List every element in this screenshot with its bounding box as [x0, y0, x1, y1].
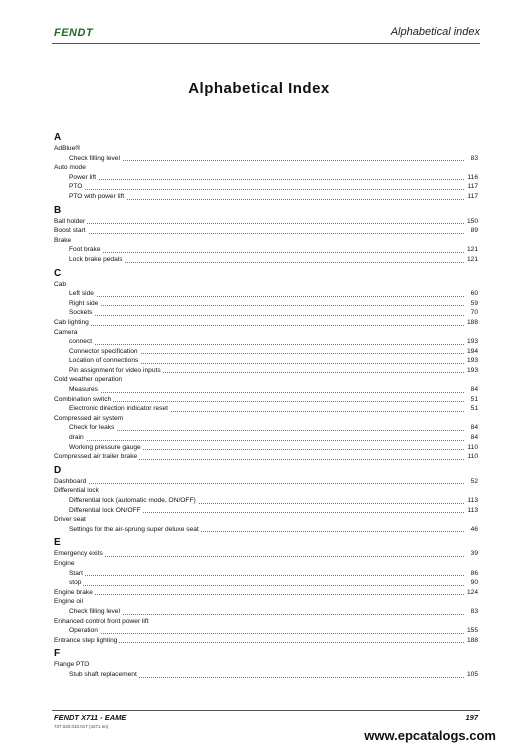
entry-page-number: 51: [470, 395, 478, 403]
section-letter: B: [54, 204, 62, 216]
entry-label: Cab: [54, 280, 67, 288]
entry-page-number: 121: [466, 255, 478, 263]
entry-label: Working pressure gauge: [69, 443, 141, 451]
index-entry[interactable]: [54, 588, 478, 598]
entry-page-number: 150: [466, 217, 478, 225]
entry-label: Camera: [54, 328, 78, 336]
entry-label: Stub shaft replacement: [69, 670, 137, 678]
dot-leader: [69, 440, 464, 441]
entry-page-number: 188: [466, 318, 478, 326]
index-subentry[interactable]: [54, 173, 478, 183]
dot-leader: [54, 233, 464, 234]
index-subentry[interactable]: [54, 299, 478, 309]
entry-label: Electronic direction indicator reset: [69, 405, 168, 413]
index-subentry[interactable]: [54, 496, 478, 506]
dot-leader: [69, 430, 464, 431]
entry-label: PTO: [69, 183, 83, 191]
entry-page-number: 193: [466, 338, 478, 346]
index-entry: [54, 280, 478, 290]
entry-label: Start: [69, 569, 83, 577]
entry-label: Boost start: [54, 227, 86, 235]
index-subentry[interactable]: [54, 245, 478, 255]
entry-page-number: 193: [466, 357, 478, 365]
entry-page-number: 116: [467, 173, 478, 181]
entry-page-number: 194: [466, 347, 478, 355]
index-entry: [54, 163, 478, 173]
index-entry[interactable]: [54, 217, 478, 227]
index-subentry[interactable]: [54, 607, 478, 617]
entry-page-number: 110: [467, 443, 478, 451]
footer-model: FENDT X711 - EAME: [54, 713, 127, 722]
entry-page-number: 113: [467, 497, 478, 504]
entry-label: Settings for the air-sprung super deluxe seat: [69, 525, 199, 533]
index-subentry[interactable]: [54, 337, 478, 347]
entry-page-number: 110: [467, 453, 478, 461]
entry-label: Sockets: [69, 309, 93, 317]
entry-page-number: 83: [470, 607, 478, 615]
index-entry: [54, 559, 478, 569]
entry-label: Cold weather operation: [54, 376, 123, 384]
entry-page-number: 52: [470, 477, 478, 485]
index-subentry[interactable]: [54, 569, 478, 579]
entry-label: Check for leaks: [69, 424, 115, 432]
entry-label: Location of connections: [69, 357, 139, 365]
entry-page-number: 84: [470, 386, 478, 394]
entry-page-number: 59: [470, 299, 478, 307]
dot-leader: [69, 585, 464, 586]
dot-leader: [54, 401, 464, 402]
entry-page-number: 113: [467, 506, 478, 514]
dot-leader: [69, 252, 464, 253]
alphabetical-index: [54, 131, 478, 680]
entry-label: drain: [69, 434, 84, 442]
entry-label: Check filling level: [69, 607, 120, 615]
index-entry: [54, 597, 478, 607]
dot-leader: [54, 325, 464, 326]
entry-label: Auto mode: [54, 164, 86, 172]
dot-leader: [69, 296, 464, 297]
entry-page-number: 90: [470, 579, 478, 587]
entry-page-number: 121: [466, 246, 478, 254]
index-subentry[interactable]: [54, 578, 478, 588]
entry-label: Foot brake: [69, 246, 101, 254]
index-entry[interactable]: [54, 226, 478, 236]
entry-label: Lock brake pedals: [69, 255, 123, 263]
section-letter: C: [54, 267, 62, 279]
section-letter: F: [54, 648, 61, 660]
index-subentry[interactable]: [54, 506, 478, 516]
dot-leader: [69, 189, 464, 190]
entry-label: Power lift: [69, 173, 97, 181]
watermark-link[interactable]: www.epcatalogs.com: [364, 728, 496, 743]
entry-label: stop: [69, 579, 82, 587]
footer-divider: [52, 710, 480, 711]
index-entry[interactable]: [54, 395, 478, 405]
header-title: Alphabetical index: [390, 26, 480, 38]
entry-page-number: 83: [470, 154, 478, 162]
entry-label: PTO with power lift: [69, 192, 125, 200]
entry-page-number: 155: [466, 627, 478, 635]
index-entry: [54, 236, 478, 246]
section-letter: D: [54, 464, 62, 476]
entry-label: Brake: [54, 236, 72, 244]
index-subentry[interactable]: [54, 154, 478, 164]
entry-label: Operation: [69, 627, 98, 635]
index-entry: [54, 328, 478, 338]
entry-label: Entrance step lighting: [54, 636, 118, 644]
entry-page-number: 39: [470, 550, 478, 558]
entry-label: Right side: [69, 299, 99, 307]
entry-label: Left side: [69, 290, 94, 298]
index-subentry[interactable]: [54, 347, 478, 357]
entry-page-number: 89: [470, 227, 478, 235]
index-subentry[interactable]: [54, 404, 478, 414]
dot-leader: [69, 633, 464, 634]
entry-page-number: 124: [466, 588, 478, 596]
index-entry[interactable]: [54, 636, 478, 646]
entry-label: connect: [69, 338, 93, 346]
entry-label: Driver seat: [54, 516, 86, 524]
entry-label: Ball holder: [54, 217, 86, 225]
entry-label: Dashboard: [54, 477, 87, 485]
entry-label: Pin assignment for video inputs: [69, 366, 161, 374]
entry-page-number: 117: [467, 183, 478, 191]
entry-label: Engine: [54, 559, 75, 567]
entry-label: Compressed air trailer brake: [54, 453, 138, 461]
entry-page-number: 46: [470, 525, 478, 533]
entry-page-number: 105: [466, 670, 478, 678]
index-subentry[interactable]: [54, 255, 478, 265]
index-entry[interactable]: [54, 477, 478, 487]
entry-label: Check filling level: [69, 154, 120, 162]
index-subentry[interactable]: [54, 670, 478, 680]
footer-document-code: 737.020.010.017 (4271 en): [54, 724, 109, 729]
index-subentry[interactable]: [54, 192, 478, 202]
entry-page-number: 193: [466, 366, 478, 374]
page-number: 197: [465, 713, 478, 722]
entry-page-number: 188: [466, 636, 478, 644]
dot-leader: [69, 315, 464, 316]
entry-label: Engine brake: [54, 588, 93, 596]
index-subentry[interactable]: [54, 443, 478, 453]
index-entry[interactable]: [54, 452, 478, 462]
index-subentry[interactable]: [54, 385, 478, 395]
entry-page-number: 84: [470, 434, 478, 442]
dot-leader: [69, 575, 464, 576]
index-subentry[interactable]: [54, 356, 478, 366]
entry-label: Engine oil: [54, 598, 83, 606]
index-subentry[interactable]: [54, 626, 478, 636]
entry-label: Enhanced control front power lift: [54, 617, 149, 625]
index-entry: [54, 486, 478, 496]
entry-label: Combination switch: [54, 395, 112, 403]
index-entry: [54, 660, 478, 670]
entry-page-number: 117: [467, 192, 478, 200]
index-subentry[interactable]: [54, 433, 478, 443]
index-subentry[interactable]: [54, 182, 478, 192]
dot-leader: [69, 392, 464, 393]
index-entry[interactable]: [54, 318, 478, 328]
entry-page-number: 60: [470, 290, 478, 298]
dot-leader: [69, 160, 464, 161]
dot-leader: [69, 262, 464, 263]
entry-label: Emergency exits: [54, 550, 103, 558]
index-entry: [54, 414, 478, 424]
dot-leader: [69, 179, 464, 180]
entry-page-number: 86: [470, 569, 478, 577]
index-subentry[interactable]: [54, 308, 478, 318]
dot-leader: [69, 614, 464, 615]
entry-page-number: 51: [470, 405, 478, 413]
entry-label: Flange PTO: [54, 661, 90, 669]
section-letter: A: [54, 132, 62, 143]
index-subentry[interactable]: [54, 525, 478, 535]
entry-label: Differential lock ON/OFF: [69, 506, 141, 514]
entry-label: Differential lock (automatic mode, ON/OFF): [69, 497, 196, 504]
index-entry: [54, 515, 478, 525]
entry-label: Connector specification: [69, 347, 138, 355]
page-header: [52, 24, 480, 42]
entry-label: Cab lighting: [54, 318, 89, 326]
index-subentry[interactable]: [54, 366, 478, 376]
page-title: Alphabetical Index: [188, 80, 330, 97]
dot-leader: [69, 344, 464, 345]
index-subentry[interactable]: [54, 423, 478, 433]
index-entry: [54, 375, 478, 385]
index-subentry[interactable]: [54, 289, 478, 299]
dot-leader: [69, 305, 464, 306]
index-entry: [54, 617, 478, 627]
dot-leader: [54, 223, 464, 224]
entry-label: Compressed air system: [54, 414, 124, 422]
entry-label: AdBlue®: [54, 145, 81, 152]
entry-label: Measures: [69, 386, 98, 394]
dot-leader: [69, 199, 464, 200]
fendt-logo: FENDT: [54, 27, 94, 39]
dot-leader: [54, 483, 464, 484]
section-letter: E: [54, 537, 61, 549]
dot-leader: [54, 594, 464, 595]
header-divider: [52, 43, 480, 44]
index-entry[interactable]: [54, 549, 478, 559]
entry-page-number: 70: [470, 309, 478, 317]
entry-page-number: 84: [470, 424, 478, 432]
entry-label: Differential lock: [54, 487, 99, 495]
index-entry: [54, 144, 478, 154]
dot-leader: [54, 556, 464, 557]
